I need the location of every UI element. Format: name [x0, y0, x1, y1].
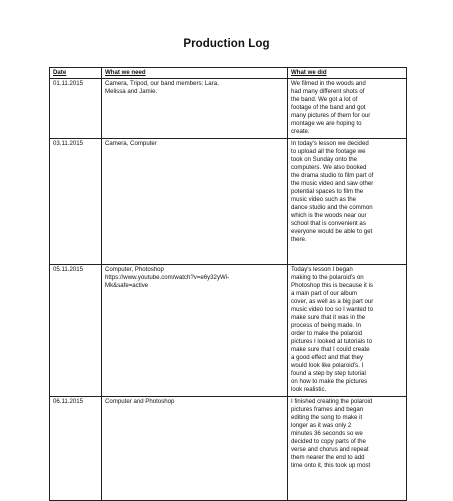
cell-date [50, 79, 102, 139]
cell-date [50, 139, 102, 265]
date-text: 01.11.2015 [53, 80, 84, 87]
cell-what-we-did [288, 397, 407, 501]
cell-what-we-need [102, 265, 288, 397]
need-text: Computer and Photoshop [105, 398, 175, 405]
header-what-we-did: What we did [288, 68, 407, 79]
did-text: Today's lesson I began making to the polaroid's on Photoshop this is because it is a main part of our album cover, as well as a big part our music video too so I wanted to make sure that it was in the process of being made. In order to make the polaroid pictures I looked at tutorials to make sure that I could create a good effect and that they would look like polaroid's. I found a step by step tutorial on how to make the pictures look realistic. [291, 266, 374, 393]
table-header-row [50, 68, 407, 79]
table-row [50, 79, 407, 139]
cell-what-we-need [102, 79, 288, 139]
table-row [50, 397, 407, 501]
need-text: Camera, Tripod, our band members: Lara, Melissa and Jamie. [105, 80, 219, 95]
cell-what-we-did [288, 265, 407, 397]
table-row [50, 139, 407, 265]
did-text: We filmed in the woods and had many different shots of the band. We got a lot of footage of the band and got many pictures of them for our montage we are hoping to create. [291, 80, 371, 135]
did-text: In today's lesson we decided to upload all the footage we took on Sunday onto the computers. We also booked the drama studio to film part of the music video and saw other potential spaces to film the music video such as the dance studio and the common which is the woods near our school that is convenient as everyone would be able to get there. [291, 140, 374, 243]
date-text: 06.11.2015 [53, 398, 84, 405]
header-what-we-need: What we need [102, 68, 288, 79]
production-log-table [49, 67, 407, 501]
did-text: I finished creating the polaroid pictures frames and began editing the song to make it longer as it was only 2 minutes 36 seconds so we decided to copy parts of the verse and chorus and repeat them nearer the end to add time onto it, this took up most [291, 398, 373, 469]
cell-what-we-did [288, 139, 407, 265]
cell-what-we-need [102, 397, 288, 501]
cell-date [50, 397, 102, 501]
date-text: 03.11.2015 [53, 140, 84, 147]
need-text: Camera, Computer [105, 140, 157, 147]
date-text: 05.11.2015 [53, 266, 84, 273]
cell-what-we-need [102, 139, 288, 265]
header-date: Date [50, 68, 102, 79]
need-text: Computer, Photoshop https://www.youtube.com/watch?v=e6y32yWi- Mk&safe=active [105, 266, 230, 289]
page-title: Production Log [183, 38, 270, 50]
table-row [50, 265, 407, 397]
cell-what-we-did [288, 79, 407, 139]
cell-date [50, 265, 102, 397]
